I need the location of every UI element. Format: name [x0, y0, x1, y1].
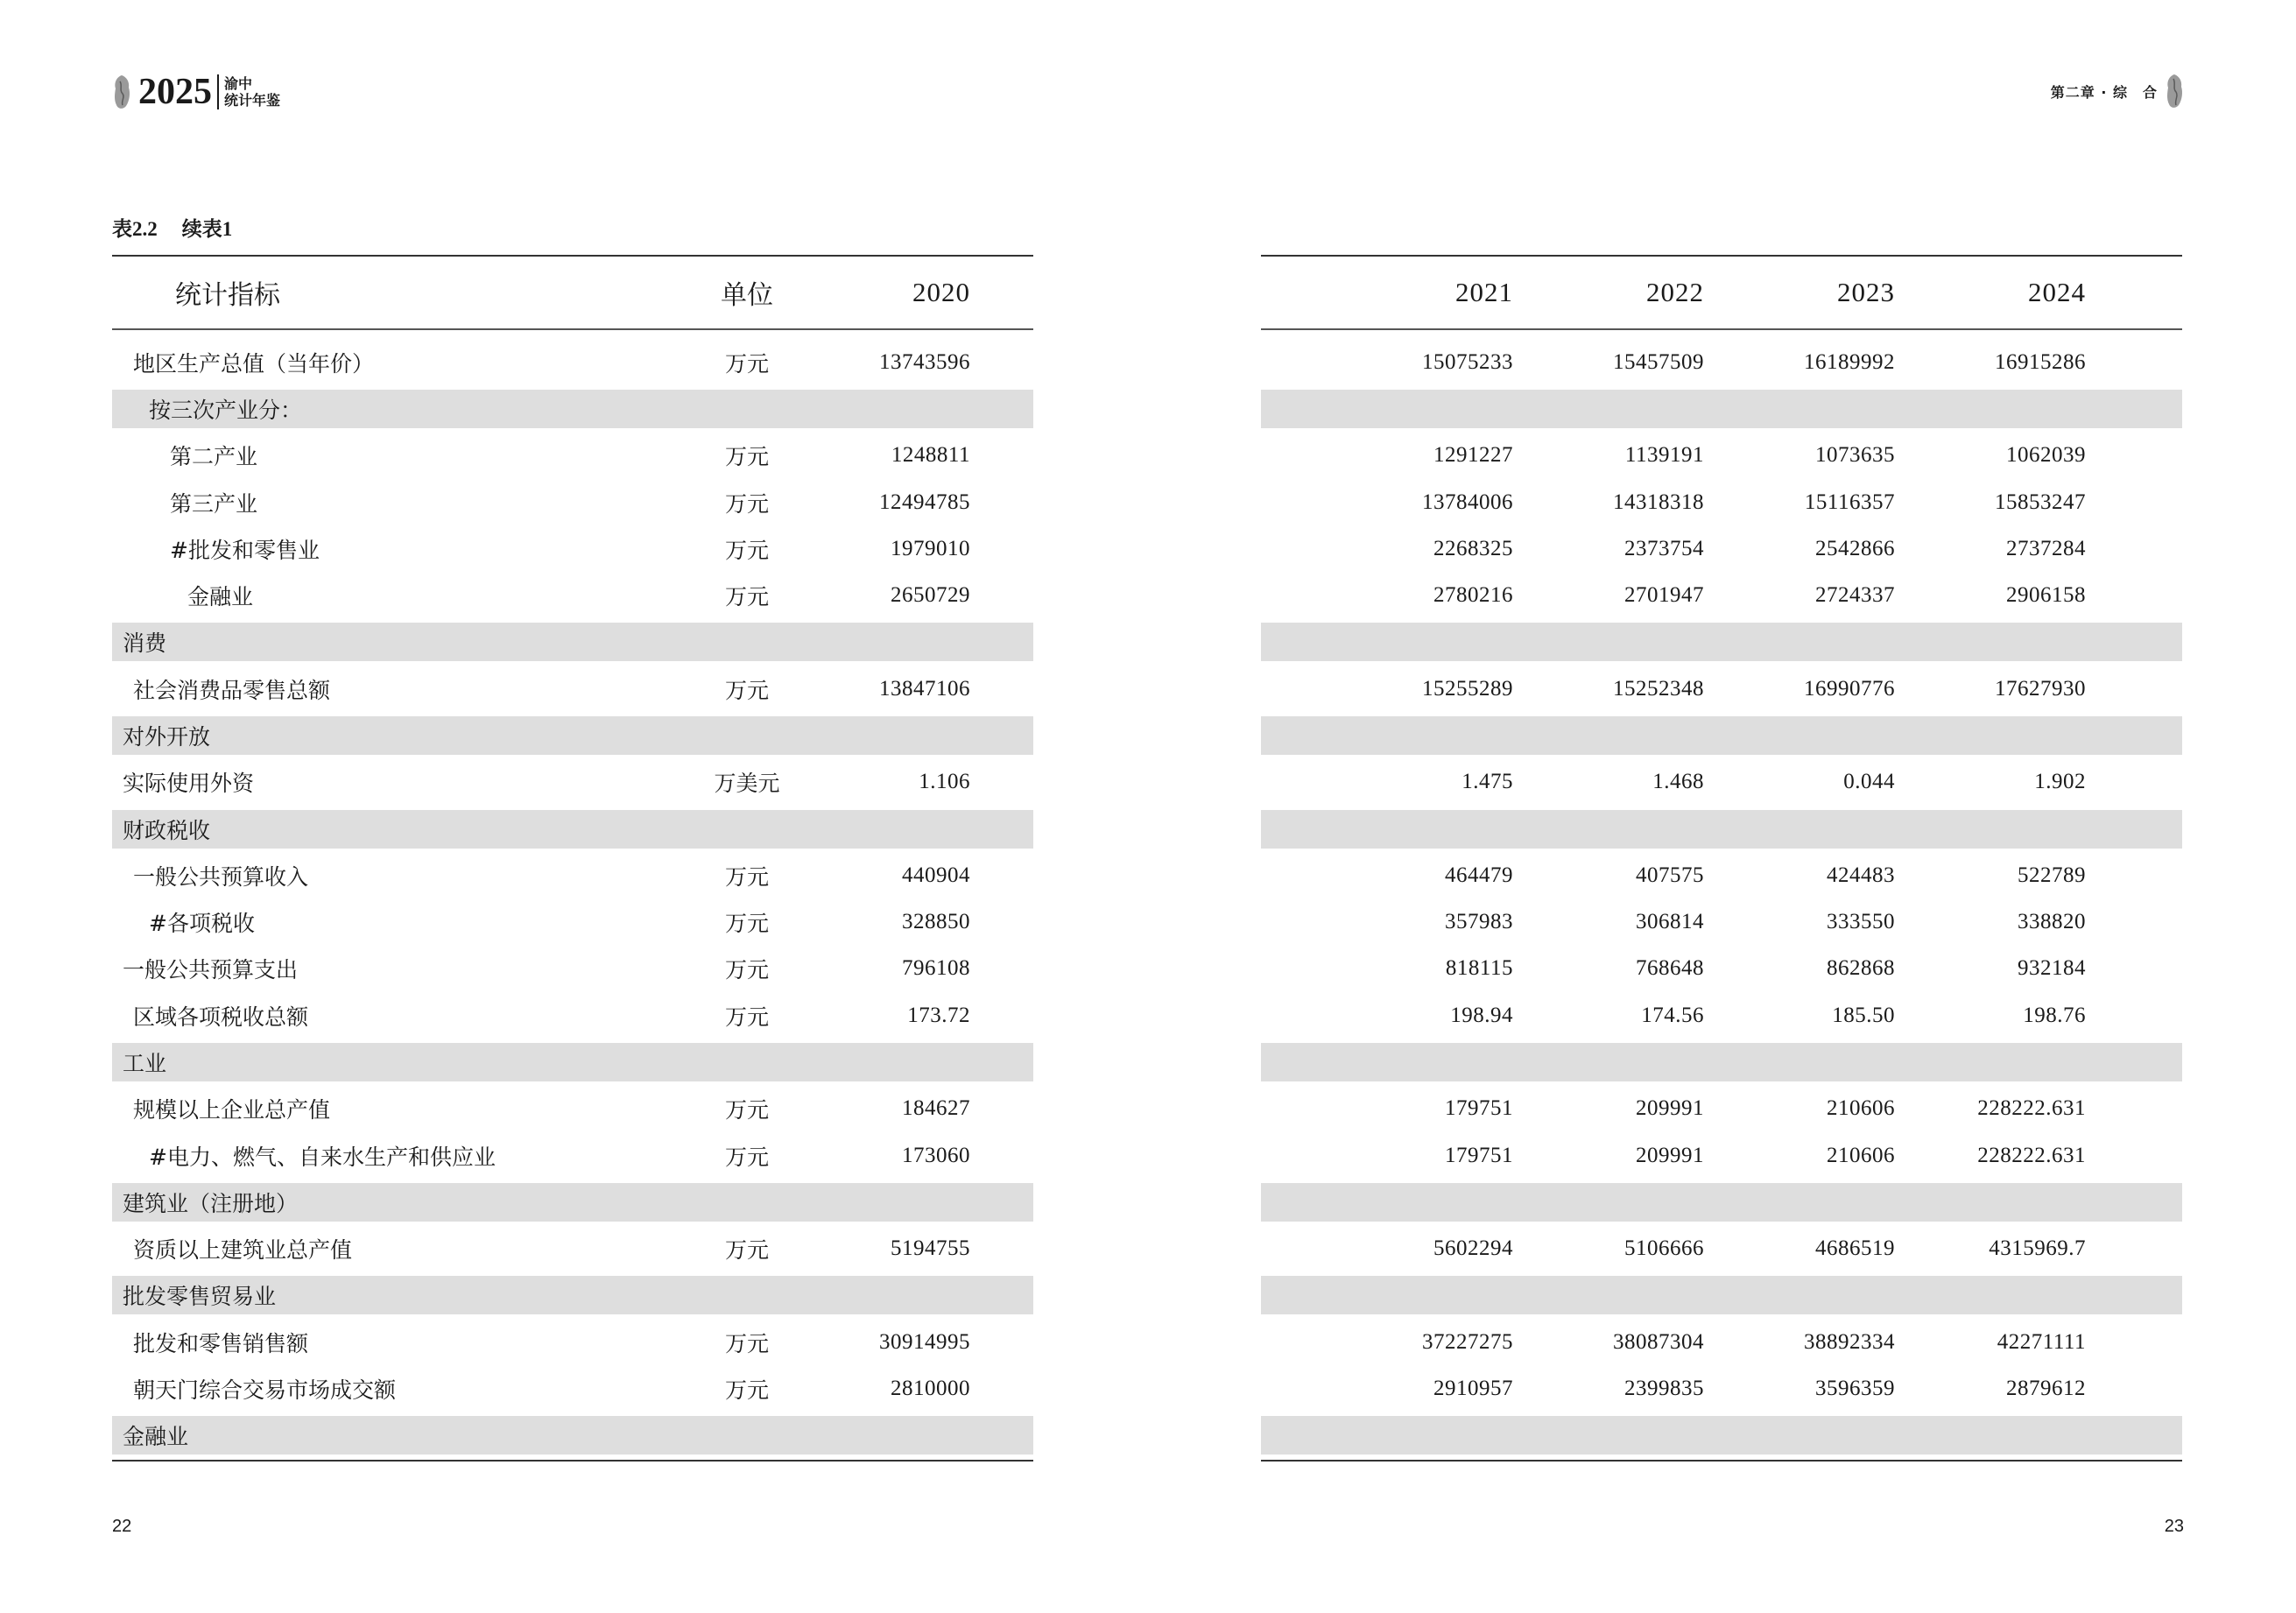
header-divider: [217, 74, 219, 109]
table-section-row: [1261, 623, 2182, 661]
row-value-2021: 198.94: [1450, 1003, 1513, 1027]
yearbook-logo: [112, 70, 280, 114]
header-year-2021: 2021: [1455, 277, 1513, 307]
row-label: 一般公共预算支出: [123, 957, 299, 983]
table-row: [112, 1319, 1033, 1365]
table-row: [1261, 1365, 2182, 1412]
row-value-2022: 5106666: [1624, 1236, 1704, 1261]
table-section-row: [112, 1043, 1033, 1081]
chapter-title: 第二章 · 综 合: [2050, 83, 2158, 101]
row-unit: 万元: [724, 863, 769, 890]
row-value-2021: 464479: [1445, 863, 1513, 887]
row-value-2023: 333550: [1827, 910, 1895, 934]
row-label: 朝天门综合交易市场成交额: [133, 1377, 397, 1404]
yearbook-title-line2: 统计年鉴: [224, 92, 281, 109]
row-value-2024: 2737284: [2006, 536, 2086, 560]
table-row: [112, 479, 1033, 525]
row-value-2021: 818115: [1445, 956, 1513, 981]
row-value-2023: 2724337: [1815, 583, 1895, 608]
header-year-2020: 2020: [912, 277, 970, 307]
row-value-2024: 2879612: [2006, 1377, 2086, 1401]
table-bottom-rule: [1261, 1460, 2182, 1462]
row-value-2024: 42271111: [1997, 1329, 2086, 1354]
row-value-2022: 2701947: [1624, 583, 1704, 608]
table-row: [1261, 946, 2182, 992]
row-label: 区域各项税收总额: [133, 1004, 309, 1030]
table-row: [1261, 1132, 2182, 1179]
table-row: [112, 525, 1033, 572]
row-label: 社会消费品零售总额: [133, 677, 331, 703]
row-value-2022: 14318318: [1613, 490, 1704, 514]
table-section-row: [1261, 810, 2182, 849]
row-value-2024: 1.902: [2034, 770, 2086, 794]
row-value-2021: 2910957: [1433, 1377, 1513, 1401]
stone-ornament-icon: [112, 74, 131, 109]
row-label: 地区生产总值（当年价）: [133, 350, 375, 377]
row-value-2020: 30914995: [879, 1329, 970, 1354]
table-row: [1261, 759, 2182, 806]
row-value-2023: 2542866: [1815, 536, 1895, 560]
row-value-2021: 1.475: [1461, 770, 1513, 794]
table-row: [1261, 1226, 2182, 1272]
row-value-2022: 2373754: [1624, 536, 1704, 560]
row-value-2020: 173.72: [907, 1003, 970, 1027]
row-value-2023: 424483: [1827, 863, 1895, 887]
row-unit: 万元: [724, 1004, 769, 1030]
table-section-row: [1261, 1043, 2182, 1081]
header-year-2022: 2022: [1646, 277, 1704, 307]
table-row: [112, 1086, 1033, 1132]
row-value-2024: 17627930: [1995, 676, 2086, 701]
row-value-2021: 179751: [1445, 1143, 1513, 1167]
table-row: [112, 946, 1033, 992]
statistics-table-left: [112, 255, 1033, 1462]
table-section-row: [112, 1276, 1033, 1314]
table-section-row: [1261, 390, 2182, 428]
row-value-2020: 1.106: [919, 770, 970, 794]
row-label: 第三产业: [170, 490, 258, 517]
row-label: 资质以上建筑业总产值: [133, 1237, 353, 1264]
row-unit: 万元: [724, 957, 769, 983]
yearbook-year: 2025: [138, 72, 212, 112]
table-section-row: [112, 1416, 1033, 1455]
row-value-2020: 2810000: [891, 1377, 970, 1401]
row-label: 批发和零售销售额: [133, 1330, 309, 1356]
row-label: 金融业: [187, 584, 254, 610]
row-value-2022: 15252348: [1613, 676, 1704, 701]
table-row: [112, 759, 1033, 806]
row-label: #电力、燃气、自来水生产和供应业: [149, 1144, 496, 1170]
row-value-2023: 0.044: [1843, 770, 1895, 794]
table-row: [1261, 339, 2182, 385]
row-label: 工业: [123, 1050, 167, 1076]
table-section-row: [112, 1183, 1033, 1222]
table-row: [112, 572, 1033, 618]
row-value-2023: 16990776: [1804, 676, 1895, 701]
table-row: [1261, 433, 2182, 479]
row-unit: 万元: [724, 911, 769, 937]
row-value-2020: 440904: [902, 863, 970, 887]
row-value-2023: 1073635: [1815, 443, 1895, 468]
table-row: [112, 852, 1033, 898]
row-unit: 万元: [724, 584, 769, 610]
row-value-2021: 13784006: [1422, 490, 1513, 514]
table-section-row: [1261, 1183, 2182, 1222]
row-value-2022: 38087304: [1613, 1329, 1704, 1354]
row-value-2020: 12494785: [879, 490, 970, 514]
row-value-2022: 209991: [1636, 1096, 1704, 1121]
row-value-2020: 328850: [902, 910, 970, 934]
row-value-2020: 13847106: [879, 676, 970, 701]
table-row: [1261, 666, 2182, 712]
table-bottom-rule: [112, 1460, 1033, 1462]
row-value-2020: 796108: [902, 956, 970, 981]
row-value-2022: 306814: [1636, 910, 1704, 934]
table-row: [112, 1226, 1033, 1272]
table-section-row: [112, 390, 1033, 428]
row-value-2022: 1139191: [1624, 443, 1704, 468]
row-unit: 万元: [724, 1144, 769, 1170]
row-value-2021: 179751: [1445, 1096, 1513, 1121]
table-row: [1261, 992, 2182, 1039]
row-unit: 万元: [724, 1097, 769, 1123]
table-body-right: [1261, 330, 2182, 1455]
stone-ornament-icon: [2165, 74, 2184, 109]
row-label: 对外开放: [123, 723, 211, 750]
row-unit: 万元: [724, 444, 769, 470]
row-label: 第二产业: [170, 444, 258, 470]
row-value-2023: 3596359: [1815, 1377, 1895, 1401]
table-row: [1261, 1086, 2182, 1132]
row-label: 建筑业（注册地）: [123, 1190, 299, 1216]
row-unit: 万美元: [714, 771, 780, 797]
row-value-2024: 338820: [2018, 910, 2086, 934]
row-value-2023: 38892334: [1804, 1329, 1895, 1354]
row-unit: 万元: [724, 677, 769, 703]
table-title: 续表1: [181, 218, 233, 240]
table-header-right: [1261, 257, 2182, 330]
row-value-2022: 768648: [1636, 956, 1704, 981]
table-number: 表2.2: [112, 218, 158, 240]
table-row: [112, 339, 1033, 385]
row-value-2024: 522789: [2018, 863, 2086, 887]
row-value-2022: 407575: [1636, 863, 1704, 887]
row-value-2021: 37227275: [1422, 1329, 1513, 1354]
row-value-2023: 185.50: [1832, 1003, 1895, 1027]
row-value-2020: 1248811: [891, 443, 970, 468]
row-unit: 万元: [724, 350, 769, 377]
row-value-2020: 173060: [902, 1143, 970, 1167]
header-year-2023: 2023: [1837, 277, 1895, 307]
row-unit: 万元: [724, 490, 769, 517]
table-section-row: [1261, 716, 2182, 755]
table-row: [112, 992, 1033, 1039]
row-value-2021: 15255289: [1422, 676, 1513, 701]
row-label: 实际使用外资: [123, 771, 255, 797]
row-unit: 万元: [724, 1237, 769, 1264]
table-section-row: [112, 623, 1033, 661]
table-header-left: [112, 257, 1033, 330]
table-body-left: [112, 330, 1033, 1455]
row-unit: 万元: [724, 537, 769, 563]
row-value-2024: 228222.631: [1977, 1096, 2086, 1121]
row-value-2022: 2399835: [1624, 1377, 1704, 1401]
statistics-table-right: [1261, 255, 2182, 1462]
table-section-row: [112, 810, 1033, 849]
table-section-row: [1261, 1276, 2182, 1314]
header-indicator: 统计指标: [175, 280, 280, 311]
row-value-2023: 210606: [1827, 1096, 1895, 1121]
row-label: #各项税收: [149, 911, 255, 937]
row-unit: 万元: [724, 1330, 769, 1356]
table-row: [1261, 1319, 2182, 1365]
row-value-2020: 184627: [902, 1096, 970, 1121]
table-row: [112, 899, 1033, 946]
row-value-2021: 15075233: [1422, 349, 1513, 374]
table-row: [1261, 479, 2182, 525]
row-value-2023: 862868: [1827, 956, 1895, 981]
row-value-2021: 1291227: [1433, 443, 1513, 468]
header-unit: 单位: [721, 280, 773, 311]
row-label: 批发零售贸易业: [123, 1284, 277, 1310]
row-value-2024: 2906158: [2006, 583, 2086, 608]
row-value-2021: 2780216: [1433, 583, 1513, 608]
table-row: [112, 666, 1033, 712]
table-row: [1261, 525, 2182, 572]
row-value-2024: 15853247: [1995, 490, 2086, 514]
row-label: 按三次产业分：: [149, 397, 303, 423]
row-value-2022: 15457509: [1613, 349, 1704, 374]
row-value-2021: 5602294: [1433, 1236, 1513, 1261]
row-unit: 万元: [724, 1377, 769, 1404]
row-label: #批发和零售业: [170, 537, 320, 563]
row-value-2020: 13743596: [879, 349, 970, 374]
row-value-2020: 1979010: [891, 536, 970, 560]
row-value-2021: 357983: [1445, 910, 1513, 934]
yearbook-title-line1: 渝中: [224, 75, 253, 92]
row-label: 消费: [123, 630, 167, 657]
row-value-2020: 5194755: [891, 1236, 970, 1261]
table-section-row: [1261, 1416, 2182, 1455]
table-row: [1261, 572, 2182, 618]
page-number-right: 23: [2164, 1517, 2184, 1536]
row-value-2022: 1.468: [1652, 770, 1704, 794]
row-label: 规模以上企业总产值: [133, 1097, 331, 1123]
table-section-row: [112, 716, 1033, 755]
table-row: [112, 433, 1033, 479]
table-row: [1261, 899, 2182, 946]
row-label: 财政税收: [123, 817, 211, 843]
page-number-left: 22: [112, 1517, 132, 1536]
chapter-header: [2051, 72, 2184, 110]
row-value-2024: 932184: [2018, 956, 2086, 981]
table-caption: [112, 213, 232, 242]
table-row: [112, 1132, 1033, 1179]
yearbook-title: [224, 75, 280, 109]
row-value-2020: 2650729: [891, 583, 970, 608]
row-value-2024: 228222.631: [1977, 1143, 2086, 1167]
row-label: 金融业: [123, 1424, 189, 1450]
row-value-2022: 174.56: [1641, 1003, 1704, 1027]
table-row: [1261, 852, 2182, 898]
header-year-2024: 2024: [2028, 277, 2086, 307]
table-row: [112, 1365, 1033, 1412]
row-value-2024: 4315969.7: [1989, 1236, 2086, 1261]
row-value-2023: 210606: [1827, 1143, 1895, 1167]
row-value-2023: 15116357: [1804, 490, 1895, 514]
row-value-2024: 1062039: [2006, 443, 2086, 468]
row-value-2024: 198.76: [2023, 1003, 2086, 1027]
row-value-2022: 209991: [1636, 1143, 1704, 1167]
row-value-2021: 2268325: [1433, 536, 1513, 560]
row-label: 一般公共预算收入: [133, 863, 309, 890]
row-value-2023: 4686519: [1815, 1236, 1895, 1261]
row-value-2024: 16915286: [1995, 349, 2086, 374]
row-value-2023: 16189992: [1804, 349, 1895, 374]
